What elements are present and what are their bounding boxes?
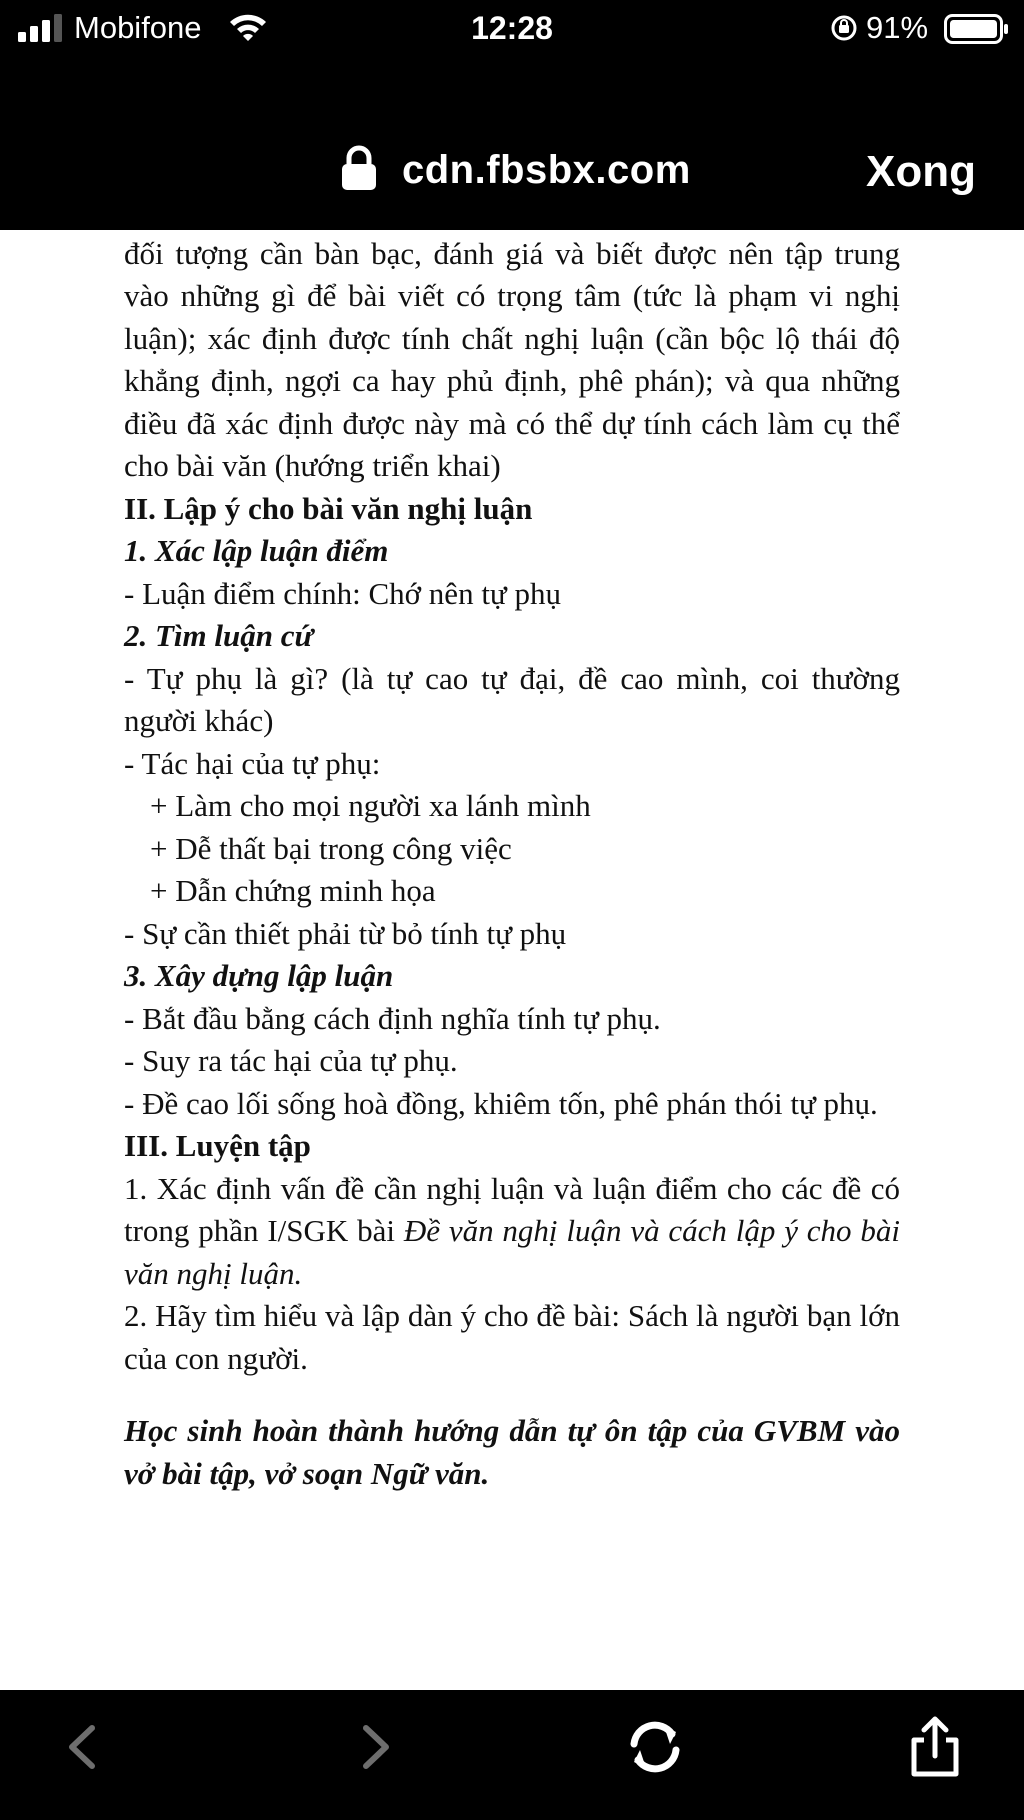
list-item: - Bắt đầu bằng cách định nghĩa tính tự phụ. (124, 1000, 661, 1036)
exercise-2: 2. Hãy tìm hiểu và lập dàn ý cho đề bài: Sách là người bạn lớn của con người. (124, 1298, 900, 1376)
sub-3-heading: 3. Xây dựng lập luận (124, 958, 394, 993)
refresh-icon (620, 1712, 690, 1782)
exercise-1 (124, 1168, 900, 1296)
done-button[interactable]: Xong (866, 147, 976, 196)
exercise-1-italic: Đề văn nghị luận và cách lập ý cho bài văn nghị luận. (124, 1213, 900, 1291)
final-note: Học sinh hoàn thành hướng dẫn tự ôn tập của GVBM vào vở bài tập, vở soạn Ngữ văn. (124, 1413, 900, 1491)
sub-2-line-1: - Tự phụ là gì? (là tự cao tự đại, đề cao mình, coi thường người khác) (124, 660, 900, 738)
sub-1-line: - Luận điểm chính: Chớ nên tự phụ (124, 575, 561, 611)
carrier-name: Mobifone (74, 10, 202, 45)
sub-1-heading: 1. Xác lập luận điểm (124, 533, 389, 568)
list-item: + Làm cho mọi người xa lánh mình (150, 788, 591, 823)
sub-2-heading: 2. Tìm luận cứ (124, 618, 314, 653)
forward-button[interactable] (338, 1712, 408, 1782)
refresh-button[interactable] (620, 1712, 690, 1782)
back-button[interactable] (50, 1712, 120, 1782)
list-item: - Đề cao lối sống hoà đồng, khiêm tốn, phê phán thói tự phụ. (124, 1085, 878, 1121)
url-text[interactable]: cdn.fbsbx.com (402, 148, 691, 192)
battery-percent: 91% (866, 10, 929, 45)
wifi-icon (228, 12, 268, 42)
top-bar (0, 0, 1024, 230)
list-item: + Dẫn chứng minh họa (150, 873, 436, 908)
status-time: 12:28 (471, 10, 553, 46)
share-button[interactable] (900, 1712, 970, 1782)
battery-icon (944, 14, 1010, 44)
address-bar (0, 130, 1024, 210)
lock-icon (340, 144, 378, 192)
intro-paragraph: đối tượng cần bàn bạc, đánh giá và biết được nên tập trung vào những gì để bài viết có trọng tâm (tức là phạm vi nghị luận); xác định được tính chất nghị luận (cần bộc lộ thái độ khẳng định, ngợi ca hay phủ định, phê phán); và qua những điều đã xác định được này mà có thể dự tính cách làm cụ thể cho bài văn (hướng triển khai) (124, 235, 900, 483)
chevron-right-icon (338, 1712, 408, 1782)
list-item: - Suy ra tác hại của tự phụ. (124, 1043, 458, 1078)
share-icon (900, 1712, 970, 1782)
section-2-heading: II. Lập ý cho bài văn nghị luận (124, 490, 533, 526)
status-bar (0, 0, 1024, 58)
orientation-lock-icon (830, 14, 858, 42)
exercise-1-text: 1. Xác định vấn đề cần nghị luận và luận điểm cho các đề có trong phần I/SGK bài (124, 1170, 900, 1248)
list-item: + Dễ thất bại trong công việc (150, 830, 512, 866)
chevron-left-icon (50, 1712, 120, 1782)
bottom-toolbar (0, 1690, 1024, 1820)
section-3-heading: III. Luyện tập (124, 1128, 311, 1163)
sub-2-line-2: - Tác hại của tự phụ: (124, 745, 381, 781)
signal-icon (18, 14, 66, 42)
sub-2-line-3: - Sự cần thiết phải từ bỏ tính tự phụ (124, 915, 567, 951)
document-viewer[interactable] (124, 212, 900, 1682)
